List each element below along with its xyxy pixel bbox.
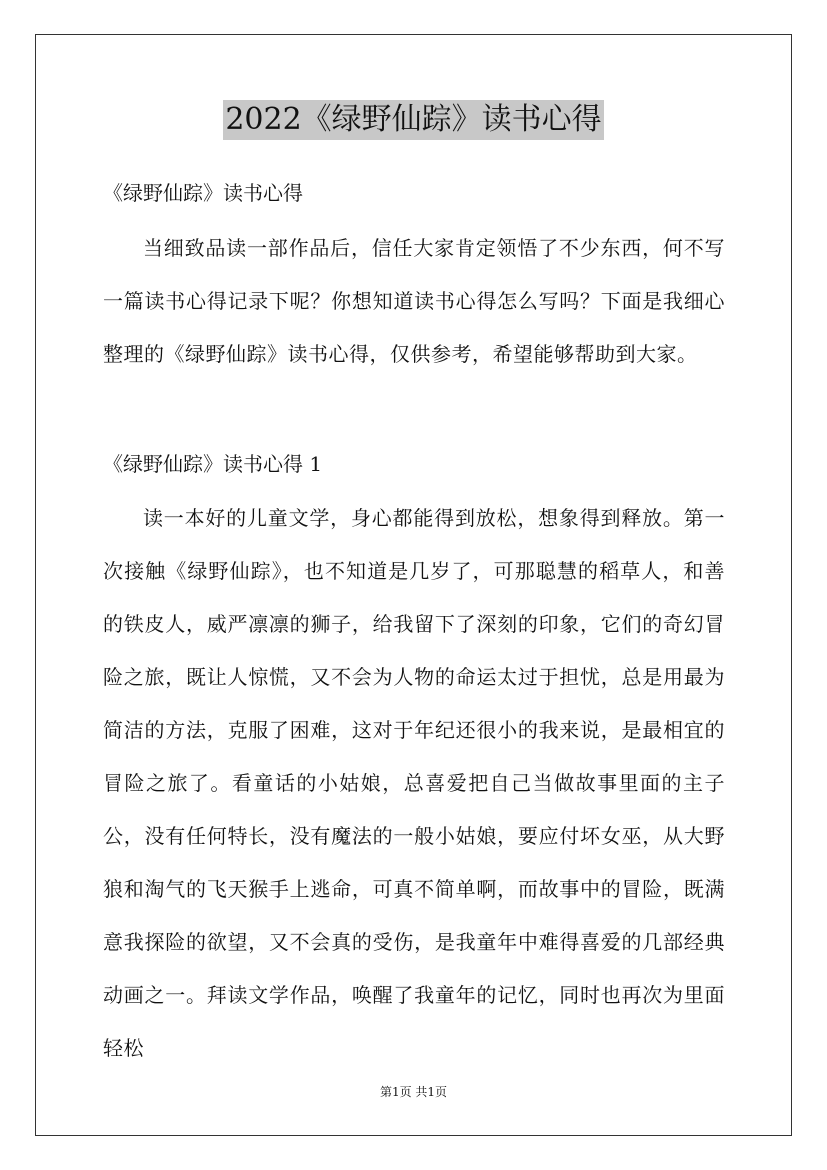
- document-title-text: 2022《绿野仙踪》读书心得: [223, 100, 603, 140]
- section-heading: 《绿野仙踪》读书心得 1: [103, 452, 323, 476]
- body-paragraph: 读一本好的儿童文学，身心都能得到放松，想象得到释放。第一次接触《绿野仙踪》，也不知道是几岁了，可那聪慧的稻草人，和善的铁皮人，威严凛凛的狮子，给我留下了深刻的印象，它们的奇幻冒险之旅，既让人惊慌，又不会为人物的命运太过于担忧，总是用最为简洁的方法，克服了困难，这对于年纪还很小的我来说，是最相宜的冒险之旅了。看童话的小姑娘，总喜爱把自己当做故事里面的主子公，没有任何特长，没有魔法的一般小姑娘，要应付坏女巫，从大野狼和淘气的飞天猴手上逃命，可真不简单啊，而故事中的冒险，既满意我探险的欲望，又不会真的受伤，是我童年中难得喜爱的几部经典动画之一。拜读文学作品，唤醒了我童年的记忆，同时也再次为里面轻松: [103, 506, 725, 1060]
- document-subtitle: 《绿野仙踪》读书心得: [103, 181, 303, 205]
- document-title: [0, 100, 827, 140]
- intro-paragraph: 当细致品读一部作品后，信任大家肯定领悟了不少东西，何不写一篇读书心得记录下呢？你想知道读书心得怎么写吗？下面是我细心整理的《绿野仙踪》读书心得，仅供参考，希望能够帮助到大家。: [103, 236, 725, 366]
- page-footer: 第1页 共1页: [379, 1085, 448, 1099]
